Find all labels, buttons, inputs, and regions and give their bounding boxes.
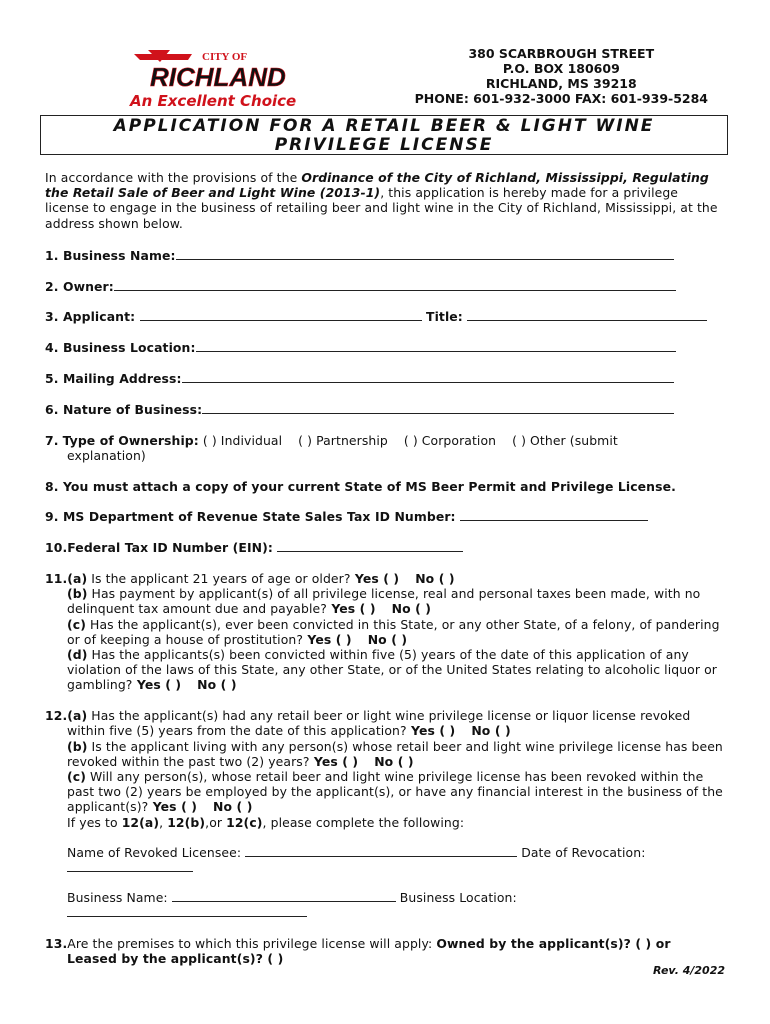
federal-tax-id-label: Federal Tax ID Number (EIN): xyxy=(67,540,278,556)
q11c-text: Has the applicant(s), ever been convicted in this State, or any other State, of a felony, of pandering or of keeping a house of prostitution? xyxy=(67,616,720,647)
q12c-no[interactable]: No ( ) xyxy=(213,799,253,815)
q12a-no[interactable]: No ( ) xyxy=(471,723,511,739)
if-yes-end: , please complete the following: xyxy=(262,814,465,830)
form-body xyxy=(45,170,725,982)
q12b-no[interactable]: No ( ) xyxy=(374,753,414,769)
sep: ,or xyxy=(205,814,227,830)
question-11a xyxy=(45,571,725,586)
logo-richland: RICHLAND xyxy=(150,62,286,92)
revocation-date-label: Date of Revocation: xyxy=(517,844,646,860)
question-11c xyxy=(45,617,725,647)
logo-city-of: CITY OF xyxy=(202,51,248,63)
question-group-11 xyxy=(45,571,725,693)
business-name-label: Business Name: xyxy=(62,247,176,263)
q13-leased-option[interactable]: Leased by the applicant(s)? ( ) xyxy=(67,951,284,967)
q13-owned-option[interactable]: Owned by the applicant(s)? ( ) or xyxy=(436,936,671,952)
revoked-licensee-label: Name of Revoked Licensee: xyxy=(67,844,246,860)
mailing-address-label: Mailing Address: xyxy=(62,371,182,386)
ownership-label: Type of Ownership: xyxy=(62,432,199,448)
q11d-text: Has the applicants(s) been convicted within five (5) years of the date of this application of any violation of the laws of this State, any other State, or of the United States relating to alcoholic liquor or gambling? xyxy=(67,647,717,693)
intro-text-2: , this application is hereby made for a privilege license to engage in the business of retailing beer and light wine in the City of Richland, Mississippi, at the address shown below. xyxy=(45,185,718,231)
if-yes-instruction xyxy=(45,815,725,830)
revoked-business-name-label: Business Name: xyxy=(67,890,172,906)
intro-paragraph xyxy=(45,170,725,231)
ownership-other-explanation: explanation) xyxy=(67,447,146,463)
item-number: 3. xyxy=(45,309,59,325)
sales-tax-id-input[interactable] xyxy=(460,509,648,521)
q12b-yes[interactable]: Yes ( ) xyxy=(309,753,359,769)
revoked-licensee-row xyxy=(45,845,725,860)
q12a-tag: (a) xyxy=(67,708,88,724)
q11d-tag: (d) xyxy=(67,647,88,662)
ordinance-reference: Ordinance of the City of Richland, Mississippi, Regulating the Retail Sale of Beer and Light Wine (2013-1) xyxy=(45,170,709,201)
item-number: 11. xyxy=(45,570,68,586)
item-number: 7. xyxy=(45,432,59,448)
item-number: 6. xyxy=(45,401,59,417)
revoked-business-location-row xyxy=(45,905,725,920)
form-title-line2: PRIVILEGE LICENSE xyxy=(274,135,494,155)
richland-logo xyxy=(130,46,300,92)
mailing-address-input[interactable] xyxy=(182,371,674,383)
question-11d xyxy=(45,647,725,693)
revocation-date-row xyxy=(45,860,725,875)
q12a-yes[interactable]: Yes ( ) xyxy=(406,723,456,739)
item-number: 2. xyxy=(45,278,59,294)
field-type-of-ownership xyxy=(45,433,725,463)
ref-12b: 12(b) xyxy=(167,814,206,830)
address-city: RICHLAND, MS 39218 xyxy=(485,76,637,91)
if-yes-text: If yes to xyxy=(67,814,122,830)
q12a-text: Has the applicant(s) had any retail beer or light wine privilege license or liquor license revoked within five (5) years from the date of this application? xyxy=(67,708,691,739)
sales-tax-id-label: MS Department of Revenue State Sales Tax ID Number: xyxy=(62,509,461,525)
q11b-no[interactable]: No ( ) xyxy=(391,601,432,617)
q11a-yes[interactable]: Yes ( ) xyxy=(350,570,400,586)
item-number: 8. xyxy=(45,478,59,494)
revoked-licensee-input[interactable] xyxy=(245,845,517,857)
business-location-input[interactable] xyxy=(196,340,676,352)
q11c-yes[interactable]: Yes ( ) xyxy=(303,631,352,647)
field-applicant xyxy=(45,309,725,324)
ownership-partnership-option[interactable]: ( ) Partnership xyxy=(298,432,388,448)
city-address xyxy=(415,46,708,106)
field-business-name xyxy=(45,248,725,263)
attach-permit-text: You must attach a copy of your current State of MS Beer Permit and Privilege License. xyxy=(62,478,676,494)
question-12a xyxy=(45,708,725,738)
field-owner xyxy=(45,279,725,294)
applicant-label: Applicant: xyxy=(62,309,140,325)
title-label: Title: xyxy=(421,309,468,325)
tagline: An Excellent Choice xyxy=(130,92,297,110)
address-po-box: P.O. BOX 180609 xyxy=(502,61,620,76)
item-number: 9. xyxy=(45,509,59,525)
field-federal-tax-id xyxy=(45,540,725,555)
address-phone-fax: PHONE: 601-932-3000 FAX: 601-939-5284 xyxy=(414,91,708,106)
revocation-date-input[interactable] xyxy=(67,860,193,872)
sep: , xyxy=(159,814,168,830)
ownership-other-option[interactable]: ( ) Other (submit xyxy=(512,432,618,448)
revoked-business-location-label: Business Location: xyxy=(395,890,517,906)
q11d-no[interactable]: No ( ) xyxy=(197,677,237,693)
ref-12c: 12(c) xyxy=(226,814,263,830)
ownership-corporation-option[interactable]: ( ) Corporation xyxy=(403,432,497,448)
item-number: 5. xyxy=(45,371,59,386)
revoked-business-name-input[interactable] xyxy=(172,890,396,902)
q11c-no[interactable]: No ( ) xyxy=(367,631,408,647)
q11c-tag: (c) xyxy=(67,616,86,632)
notice-attach-permit xyxy=(45,479,725,494)
q11b-text: Has payment by applicant(s) of all privilege license, real and personal taxes been made, with no delinquent tax amount due and payable? xyxy=(67,586,701,617)
ref-12a: 12(a) xyxy=(121,814,160,830)
business-location-label: Business Location: xyxy=(62,340,196,356)
q11d-yes[interactable]: Yes ( ) xyxy=(132,677,182,693)
owner-input[interactable] xyxy=(114,279,676,291)
q12b-text: Is the applicant living with any person(s) whose retail beer and light wine privilege license has been revoked within the past two (2) years? xyxy=(67,738,723,769)
q11a-no[interactable]: No ( ) xyxy=(415,570,455,586)
field-business-location xyxy=(45,340,725,355)
q13-text: Are the premises to which this privilege license will apply: xyxy=(67,936,437,952)
business-name-input[interactable] xyxy=(176,248,674,260)
q11b-tag: (b) xyxy=(67,586,88,602)
applicant-input[interactable] xyxy=(140,309,422,321)
revoked-business-row xyxy=(45,890,725,905)
field-nature-of-business xyxy=(45,402,725,417)
field-mailing-address xyxy=(45,371,725,386)
item-number: 12. xyxy=(45,708,68,724)
q11a-tag: (a) xyxy=(67,570,88,586)
owner-label: Owner: xyxy=(62,278,114,294)
item-number: 1. xyxy=(45,247,59,263)
question-group-12 xyxy=(45,708,725,920)
item-number: 10. xyxy=(45,540,68,556)
q11b-yes[interactable]: Yes ( ) xyxy=(326,601,376,617)
question-11b xyxy=(45,586,725,616)
item-number: 4. xyxy=(45,340,59,356)
revision-label: Rev. 4/2022 xyxy=(653,964,725,977)
nature-of-business-input[interactable] xyxy=(202,402,674,414)
question-12b xyxy=(45,739,725,769)
title-input[interactable] xyxy=(467,309,707,321)
q12c-tag: (c) xyxy=(67,769,86,785)
form-title xyxy=(40,115,728,155)
field-sales-tax-id xyxy=(45,509,725,524)
q11a-text: Is the applicant 21 years of age or older? xyxy=(87,570,351,586)
question-12c xyxy=(45,769,725,815)
nature-of-business-label: Nature of Business: xyxy=(62,401,203,417)
revoked-business-location-input[interactable] xyxy=(67,905,307,917)
form-title-line1: APPLICATION FOR A RETAIL BEER & LIGHT WINE xyxy=(113,116,655,136)
address-street: 380 SCARBROUGH STREET xyxy=(468,46,655,61)
federal-tax-id-input[interactable] xyxy=(277,540,463,552)
ownership-individual-option[interactable]: ( ) Individual xyxy=(198,432,283,448)
q12b-tag: (b) xyxy=(67,738,88,754)
item-number: 13. xyxy=(45,936,68,952)
q12c-yes[interactable]: Yes ( ) xyxy=(148,799,198,815)
question-13 xyxy=(45,936,725,966)
intro-text-1: In accordance with the provisions of the xyxy=(45,170,302,185)
q12c-text: Will any person(s), whose retail beer and light wine privilege license has been revoked within the past two (2) years be employed by the applicant(s), or have any financial interest in the business of the applicant(s)? xyxy=(67,769,723,815)
